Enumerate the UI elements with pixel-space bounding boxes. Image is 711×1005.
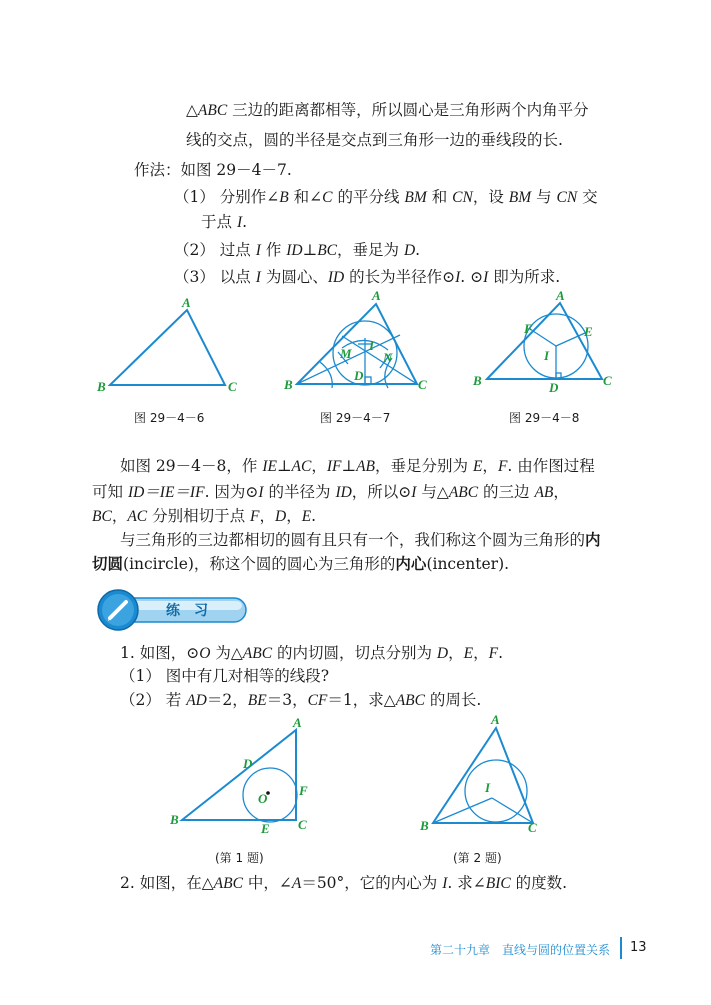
method-step1-line1: （1） 分别作∠B 和∠C 的平分线 BM 和 CN，设 BM 与 CN 交 xyxy=(174,188,598,206)
exercise-q1: 1. 如图，⊙O 为△ABC 的内切圆，切点分别为 D，E，F. xyxy=(120,644,504,662)
label-a: A xyxy=(372,288,381,303)
label-d: D xyxy=(354,368,364,383)
label-b: B xyxy=(473,373,482,388)
label-a: A xyxy=(182,295,191,310)
method-step3: （3） 以点 I 为圆心、ID 的长为半径作⊙I. ⊙I 即为所求. xyxy=(174,268,561,286)
page-number: 13 xyxy=(630,940,647,955)
label-a: A xyxy=(491,712,500,727)
exercise-q2: 2. 如图，在△ABC 中，∠A＝50°，它的内心为 I. 求∠BIC 的度数. xyxy=(120,874,568,892)
triangle-abc xyxy=(110,310,225,385)
triangle-abc xyxy=(433,728,533,823)
caption-fig7: 图 29－4－7 xyxy=(320,411,391,425)
label-a: A xyxy=(556,288,565,303)
label-b: B xyxy=(97,379,106,394)
caption-exercise-2: (第 2 题) xyxy=(453,851,502,865)
label-d: D xyxy=(243,756,253,771)
caption-fig6: 图 29－4－6 xyxy=(134,411,205,425)
method-heading: 作法：如图 29－4－7. xyxy=(134,161,292,179)
figure-exercise-1 xyxy=(165,715,325,840)
method-step2: （2） 过点 I 作 ID⊥BC，垂足为 D. xyxy=(174,241,421,259)
incircle-o xyxy=(243,768,297,822)
caption-fig8: 图 29－4－8 xyxy=(509,411,580,425)
triangle-abc xyxy=(487,303,602,379)
label-b: B xyxy=(284,377,293,392)
para3-line1: 与三角形的三边都相切的圆有且只有一个，我们称这个圆为三角形的内 xyxy=(120,530,601,549)
exercise-q1-part2: （2） 若 AD＝2，BE＝3，CF＝1，求△ABC 的周长. xyxy=(120,691,482,709)
label-c: C xyxy=(418,377,427,392)
exercise-q1-part1: （1） 图中有几对相等的线段? xyxy=(120,667,330,685)
para1-line2: 线的交点，圆的半径是交点到三角形一边的垂线段的长. xyxy=(186,131,563,149)
banner-label: 练 习 xyxy=(166,603,208,619)
label-a: A xyxy=(293,715,302,730)
radius-if xyxy=(530,329,556,346)
label-e: E xyxy=(261,821,270,836)
footer-chapter-title: 第二十九章 直线与圆的位置关系 xyxy=(430,943,611,957)
label-e: E xyxy=(584,324,593,339)
label-f: F xyxy=(524,321,533,336)
label-n: N xyxy=(383,350,393,365)
figure-29-4-6 xyxy=(90,295,250,400)
caption-exercise-1: (第 1 题) xyxy=(215,851,264,865)
segment-ic xyxy=(492,798,533,823)
label-m: M xyxy=(340,346,352,361)
label-c: C xyxy=(228,379,237,394)
label-c: C xyxy=(603,373,612,388)
figure-exercise-2 xyxy=(415,712,555,840)
right-angle-mark xyxy=(365,377,371,384)
label-b: B xyxy=(420,818,429,833)
footer-divider xyxy=(620,937,622,959)
label-o: O xyxy=(258,791,268,806)
para2-line1: 如图 29－4－8，作 IE⊥AC，IF⊥AB，垂足分别为 E，F. 由作图过程 xyxy=(120,457,595,475)
label-c: C xyxy=(528,820,537,835)
figure-29-4-7 xyxy=(280,288,440,400)
label-i: I xyxy=(485,780,491,795)
exercise-banner xyxy=(88,588,250,636)
para2-line3: BC，AC 分别相切于点 F，D，E. xyxy=(92,507,317,525)
label-i: I xyxy=(369,338,375,353)
label-f: F xyxy=(299,783,308,798)
label-d: D xyxy=(549,380,559,395)
label-i: I xyxy=(544,348,550,363)
para2-line2: 可知 ID＝IE＝IF. 因为⊙I 的半径为 ID，所以⊙I 与△ABC 的三边 AB， xyxy=(92,483,569,501)
label-b: B xyxy=(170,812,179,827)
para1-line1: △ABC 三边的距离都相等，所以圆心是三角形两个内角平分 xyxy=(186,101,589,119)
figure-29-4-8 xyxy=(470,288,620,400)
label-c: C xyxy=(298,817,307,832)
para3-line2: 切圆(incircle)，称这个圆的圆心为三角形的内心(incenter). xyxy=(92,554,510,573)
incircle-i xyxy=(465,760,527,822)
right-triangle-abc xyxy=(182,730,296,820)
method-step1-line2: 于点 I. xyxy=(201,213,248,231)
